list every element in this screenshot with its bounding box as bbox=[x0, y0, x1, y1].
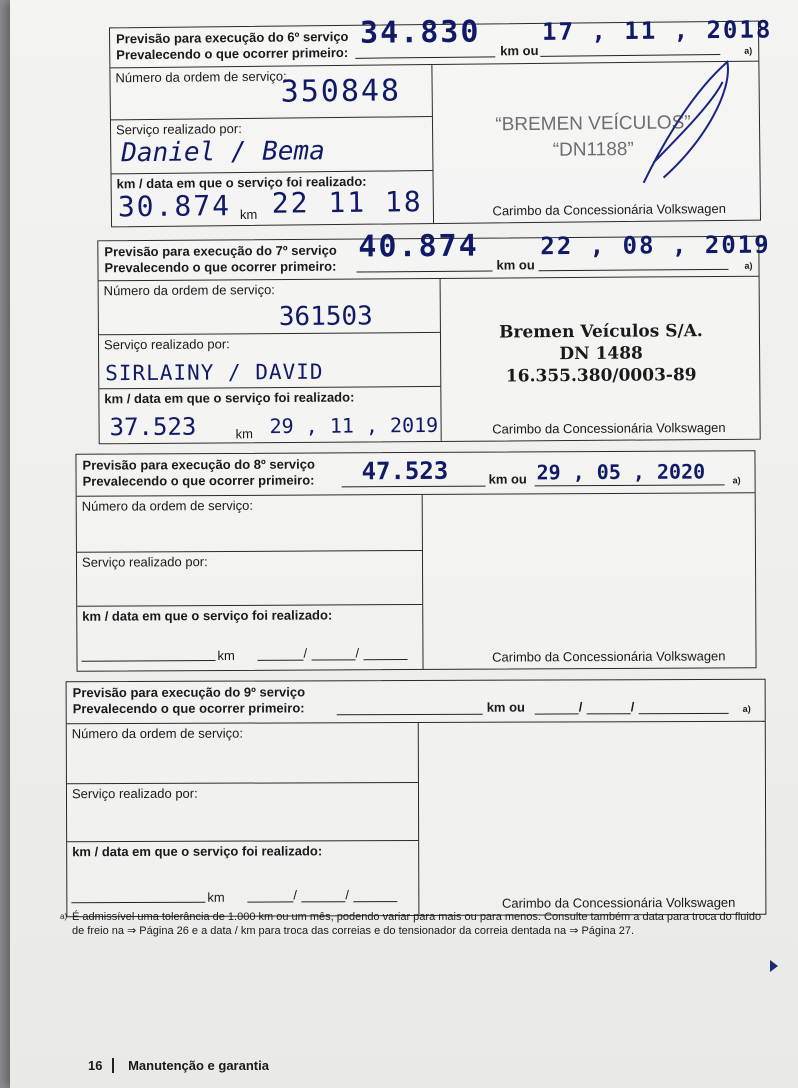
done-km-handwritten: 37.523 bbox=[109, 412, 197, 442]
stamp-line-2: DN 1488 bbox=[559, 343, 643, 365]
order-number-handwritten: 361503 bbox=[278, 301, 373, 333]
km-unit: km bbox=[239, 206, 258, 223]
date-separator: / bbox=[293, 887, 297, 903]
order-number-label: Número da ordem de serviço: bbox=[81, 497, 253, 514]
performed-by-label: Serviço realizado por: bbox=[81, 554, 208, 570]
service-fields bbox=[77, 495, 424, 671]
page-footer bbox=[88, 1058, 269, 1073]
stamp-line-1: Bremen Veículos S/A. bbox=[499, 321, 703, 343]
performed-by-handwritten: Daniel / Bema bbox=[121, 136, 325, 169]
footnote bbox=[60, 910, 762, 938]
signature-scribble bbox=[622, 52, 743, 193]
order-number-cell bbox=[77, 495, 422, 553]
date-separator: / bbox=[303, 645, 308, 661]
stamp-line-1: “BREMEN VEÍCULOS” bbox=[495, 112, 691, 136]
service-title: Previsão para execução do 6º serviço bbox=[116, 28, 349, 47]
next-page-arrow-icon bbox=[770, 960, 778, 972]
section-title: Manutenção e garantia bbox=[128, 1058, 269, 1073]
order-number-label: Número da ordem de serviço: bbox=[71, 725, 244, 742]
footnote-text: É admissível uma tolerância de 1.000 km ou um mês, podendo variar para mais ou para menos. Consulte também a data para troca do fluido de freio na ⇒ Página 26 e a data / km para troca das correias e do tensionador da correia dentada na ⇒ Página 27. bbox=[72, 911, 762, 937]
service-title: Previsão para execução do 9º serviço bbox=[72, 684, 306, 701]
page-number: 16 bbox=[88, 1058, 114, 1073]
performed-by-cell bbox=[67, 783, 418, 842]
km-date-label: km / data em que o serviço foi realizado: bbox=[82, 607, 333, 624]
performed-by-handwritten: SIRLAINY / DAVID bbox=[105, 359, 324, 386]
stamp-area bbox=[441, 277, 760, 441]
km-date-cell bbox=[77, 605, 422, 671]
done-date-handwritten: 22 11 18 bbox=[271, 185, 423, 220]
booklet-page bbox=[10, 0, 798, 1088]
order-number-handwritten: 350848 bbox=[280, 73, 402, 110]
performed-by-label: Serviço realizado por: bbox=[115, 121, 242, 138]
forecast-date-handwritten: 22 , 08 , 2019 bbox=[540, 230, 771, 261]
stamp-label: Carimbo da Concessionária Volkswagen bbox=[492, 648, 726, 665]
performed-by-cell bbox=[77, 551, 422, 607]
service-block-8 bbox=[75, 450, 756, 672]
service-fields bbox=[110, 65, 434, 226]
prevalecendo-label: Prevalecendo o que ocorrer primeiro: bbox=[104, 258, 337, 276]
stamp-label: Carimbo da Concessionária Volkswagen bbox=[501, 894, 736, 911]
prevalecendo-label: Prevalecendo o que ocorrer primeiro: bbox=[72, 700, 305, 717]
footnote-ref: a) bbox=[744, 260, 753, 271]
km-date-cell bbox=[112, 171, 434, 228]
km-unit: km bbox=[235, 426, 254, 442]
service-fields bbox=[67, 723, 420, 916]
done-date-handwritten: 29 , 11 , 2019 bbox=[269, 412, 439, 439]
service-title: Previsão para execução do 8º serviço bbox=[82, 456, 315, 473]
performed-by-label: Serviço realizado por: bbox=[103, 336, 230, 353]
stamp-label: Carimbo da Concessionária Volkswagen bbox=[492, 419, 726, 437]
service-block-6 bbox=[109, 14, 773, 228]
performed-by-cell bbox=[99, 333, 440, 389]
service-block-7 bbox=[97, 228, 771, 445]
done-km-handwritten: 30.874 bbox=[117, 189, 232, 224]
performed-by-cell bbox=[111, 117, 433, 174]
order-number-cell bbox=[99, 279, 440, 335]
km-unit: km bbox=[207, 889, 225, 905]
km-date-cell bbox=[67, 841, 418, 916]
forecast-km-handwritten: 34.830 bbox=[359, 14, 481, 51]
km-date-label: km / data em que o serviço foi realizado: bbox=[116, 173, 367, 192]
forecast-date-handwritten: 17 , 11 , 2018 bbox=[541, 15, 773, 46]
km-unit: km bbox=[217, 647, 235, 664]
footnote-marker: a) bbox=[60, 912, 68, 921]
footnote-ref: a) bbox=[732, 475, 741, 486]
km-date-cell bbox=[99, 387, 440, 445]
km-date-label: km / data em que o serviço foi realizado: bbox=[104, 389, 355, 407]
stamp-area bbox=[419, 722, 766, 915]
km-ou-label: km ou bbox=[488, 471, 527, 487]
service-title: Previsão para execução do 7º serviço bbox=[104, 242, 337, 260]
forecast-km-handwritten: 40.874 bbox=[358, 228, 479, 265]
footnote-ref: a) bbox=[744, 45, 753, 56]
prevalecendo-label: Prevalecendo o que ocorrer primeiro: bbox=[82, 472, 315, 489]
service-header bbox=[67, 680, 765, 724]
performed-by-label: Serviço realizado por: bbox=[71, 785, 198, 802]
date-separator: / bbox=[345, 887, 349, 903]
order-number-label: Número da ordem de serviço: bbox=[103, 282, 275, 299]
stamp-area bbox=[432, 62, 760, 223]
km-ou-label: km ou bbox=[486, 699, 526, 715]
forecast-km-handwritten: 47.523 bbox=[361, 456, 449, 486]
service-header bbox=[76, 451, 754, 497]
km-date-label: km / data em que o serviço foi realizado: bbox=[72, 843, 323, 860]
service-block-9 bbox=[66, 679, 767, 917]
date-separator: / bbox=[630, 699, 635, 715]
order-number-cell bbox=[110, 65, 432, 120]
stamp-area bbox=[423, 493, 756, 669]
stamp-line-2: “DN1188” bbox=[552, 138, 634, 161]
order-number-label: Número da ordem de serviço: bbox=[115, 68, 287, 86]
stamp-label: Carimbo da Concessionária Volkswagen bbox=[492, 200, 726, 219]
prevalecendo-label: Prevalecendo o que ocorrer primeiro: bbox=[116, 44, 349, 63]
service-fields bbox=[99, 279, 442, 443]
service-header bbox=[98, 228, 771, 282]
forecast-date-handwritten: 29 , 05 , 2020 bbox=[536, 459, 706, 485]
order-number-cell bbox=[67, 723, 418, 784]
km-ou-label: km ou bbox=[496, 257, 535, 273]
km-ou-label: km ou bbox=[500, 42, 539, 59]
date-separator: / bbox=[355, 645, 360, 661]
date-separator: / bbox=[578, 699, 583, 715]
footnote-ref: a) bbox=[742, 703, 751, 714]
stamp-line-3: 16.355.380/0003-89 bbox=[505, 365, 697, 387]
